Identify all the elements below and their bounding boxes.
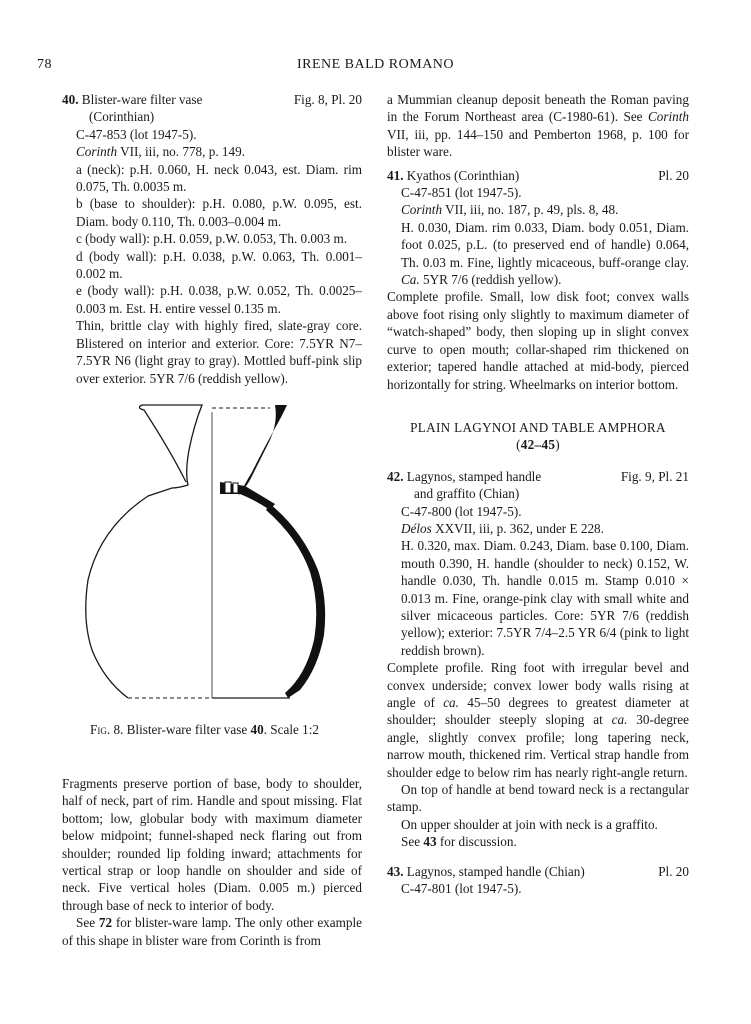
see-text: for blister-ware lamp. The only other example of this shape in blister ware from Corinth is from	[62, 915, 362, 948]
right-column	[387, 91, 689, 897]
entry-43-inventory: C-47-801 (lot 1947-5).	[401, 881, 522, 897]
entry-42-heading	[387, 468, 689, 485]
see-prefix: See	[76, 915, 99, 931]
entry-41-description: Complete profile. Small, low disk foot; convex walls above foot rising only slightly to maximum diameter of “watch-shaped” body, then sloping up in slight convex curve to open mouth; collar-shaped rim thickened on exterior; tapered handle attached at mid-body, pierced horizontally for string. Wheelmarks on interior bottom.	[387, 289, 689, 392]
vase-drawing	[80, 400, 370, 710]
entry-42-title-cont: and graffito (Chian)	[414, 486, 520, 502]
left-lower-text	[62, 775, 362, 949]
entry-42-graffito-note: On upper shoulder at join with neck is a graffito.	[401, 816, 658, 832]
entry-42-citation	[401, 520, 689, 537]
vase-spout-hole-1	[225, 482, 231, 493]
see-ref-72: 72	[98, 915, 113, 931]
entry-40-fragments-paragraph: Fragments preserve portion of base, body to shoulder, half of neck, part of rim. Handle and spout missing. Flat bottom; low, globular body with maximum diameter below midpoint; funnel-shaped neck flaring out from shoulder; rounded lip folding inward; attachments for vertical strap or loop handle on shoulder and side of neck. Five vertical holes (Diam. 0.005 m.) pierced through base of neck to interior of body.	[62, 776, 362, 913]
cont-text-b: VII, iii, pp. 144–150 and Pemberton 1968, p. 100 for blister ware.	[387, 126, 689, 160]
entry-42-desc-ca1: ca.	[443, 695, 459, 710]
entry-42-stamp-note: On top of handle at bend toward neck is a rectangular stamp.	[387, 782, 689, 815]
entry-40-fragment-d: d (body wall): p.H. 0.038, p.W. 0.063, Th. 0.001–0.002 m.	[76, 248, 362, 282]
entry-41-citation-rest: VII, iii, no. 187, p. 49, pls. 8, 48.	[442, 202, 619, 218]
section-heading-range	[387, 436, 689, 453]
entry-42-desc-b: 45–50 degrees to greatest diameter at shoulder; shoulder steeply sloping at	[387, 695, 689, 728]
see-ref-43: 43	[423, 834, 437, 850]
entry-40-continued	[387, 91, 689, 161]
entry-40-fragment-a: a (neck): p.H. 0.060, H. neck 0.043, est. Diam. rim 0.075, Th. 0.0035 m.	[76, 161, 362, 195]
page-number: 78	[37, 57, 52, 72]
entry-40-number: 40.	[62, 92, 79, 107]
entry-41-dims-a: H. 0.030, Diam. rim 0.033, Diam. body 0.051, Diam. foot 0.025, p.L. (to preserved end of handle) 0.064, Th. 0.03 m. Fine, lightly micaceous, buff-orange clay.	[401, 219, 689, 270]
entry-41-title: Kyathos (Corinthian)	[406, 167, 520, 183]
entry-40-citation-title: Corinth	[76, 144, 118, 160]
entry-42-inventory: C-47-800 (lot 1947-5).	[401, 503, 522, 519]
figure-8-caption	[90, 722, 319, 738]
entry-41-number: 41.	[387, 167, 404, 183]
entry-42-desc-c: 30-degree angle, slightly convex profile; long tapering neck, narrow mouth, thickened rim. Vertical strap handle from shoulder edge to below rim has nearly right-angle return.	[387, 712, 690, 780]
see43-prefix: See	[401, 834, 424, 850]
section-range-numbers: 42–45	[520, 437, 556, 453]
entry-40-citation-rest: VII, iii, no. 778, p. 149.	[117, 144, 246, 160]
entry-42-number: 42.	[387, 468, 404, 484]
figure-8-num: 40	[250, 722, 264, 737]
entry-42-desc-ca2: ca.	[611, 712, 628, 728]
section-paren-open: (	[516, 437, 521, 453]
vase-rim-left	[139, 405, 186, 482]
entry-43-number: 43.	[387, 863, 404, 879]
section-heading: PLAIN LAGYNOI AND TABLE AMPHORA	[410, 419, 666, 435]
vase-section-neck	[238, 405, 287, 496]
section-paren-close: )	[555, 437, 560, 453]
entry-40-fragment-c: c (body wall): p.H. 0.059, p.W. 0.053, Th. 0.003 m.	[76, 231, 348, 247]
entry-43-heading	[387, 863, 689, 880]
entry-42-description	[387, 659, 689, 781]
entry-40-heading	[62, 91, 362, 108]
entry-41-heading	[387, 167, 689, 184]
entry-40-figure-ref: Fig. 8, Pl. 20	[293, 92, 362, 107]
entry-41-dimensions	[401, 219, 689, 289]
entry-40-description: Thin, brittle clay with highly fired, slate-gray core. Blistered on interior and exterior. Core: 7.5YR N7–7.5YR N6 (light gray to gray). Mottled buff-pink slip over exterior. 5YR 7/6 (reddish yellow).	[76, 318, 362, 386]
entry-40-fragment-b: b (base to shoulder): p.H. 0.080, p.W. 0.095, est. Diam. body 0.110, Th. 0.003–0.004 m.	[76, 196, 362, 229]
entry-41-dims-b: 5YR 7/6 (reddish yellow).	[419, 272, 562, 288]
entry-41-citation-title: Corinth	[401, 202, 443, 218]
entry-40-title-cont: (Corinthian)	[89, 109, 155, 125]
entry-42-citation-title: Délos	[401, 520, 432, 536]
entry-42-figure-ref: Fig. 9, Pl. 21	[620, 468, 689, 484]
entry-42-title: Lagynos, stamped handle	[406, 468, 542, 484]
entry-41-inventory: C-47-851 (lot 1947-5).	[401, 185, 522, 201]
figure-8-label: Fig.	[90, 722, 111, 737]
entry-40-fragment-e: e (body wall): p.H. 0.038, p.W. 0.052, Th. 0.0025–0.003 m. Est. H. entire vessel 0.135 m.	[76, 283, 362, 316]
entry-41-plate-ref: Pl. 20	[658, 167, 689, 183]
entry-42-dimensions: H. 0.320, max. Diam. 0.243, Diam. base 0.100, Diam. mouth 0.390, H. handle (shoulder to neck) 0.152, W. handle 0.030, Th. handle 0.015 m. Stamp 0.010 × 0.013 m. Fine, orange-pink clay with small white and silver micaceous particles. Core: 5YR 7/6 (reddish yellow); exterior: 7.5YR 7/4–2.5 YR 6/4 (pink to light reddish brown).	[401, 538, 689, 658]
entry-41-citation	[401, 201, 689, 218]
cont-text-a: a Mummian cleanup deposit beneath the Roman paving in the Forum Northeast area (C-1980-61). See	[387, 92, 689, 125]
figure-8-desc: 8. Blister-ware filter vase	[110, 722, 251, 737]
cont-citation: Corinth	[647, 109, 689, 125]
entry-42-citation-rest: XXVII, iii, p. 362, under E 228.	[431, 520, 604, 536]
entry-43-title: Lagynos, stamped handle (Chian)	[406, 863, 585, 879]
entry-40-citation	[76, 143, 362, 160]
entry-43-plate-ref: Pl. 20	[658, 863, 689, 879]
running-title: IRENE BALD ROMANO	[296, 57, 455, 72]
entry-42-see-also	[387, 833, 689, 850]
vase-spout-hole-2	[233, 483, 238, 493]
entry-41-dims-ca: Ca.	[401, 272, 420, 288]
see43-text: for discussion.	[436, 834, 517, 850]
entry-40-see-also	[62, 914, 362, 949]
figure-8-scale: . Scale 1:2	[263, 722, 319, 737]
entry-42-desc-a: Complete profile. Ring foot with irregular bevel and convex underside; convex lower body walls rising at angle of	[387, 660, 689, 710]
entry-40-title: Blister-ware filter vase	[81, 92, 203, 107]
vase-section-body	[266, 504, 325, 698]
vase-outline-left	[86, 405, 202, 698]
entry-40-inventory: C-47-853 (lot 1947-5).	[76, 126, 197, 142]
entry-40	[62, 91, 362, 387]
